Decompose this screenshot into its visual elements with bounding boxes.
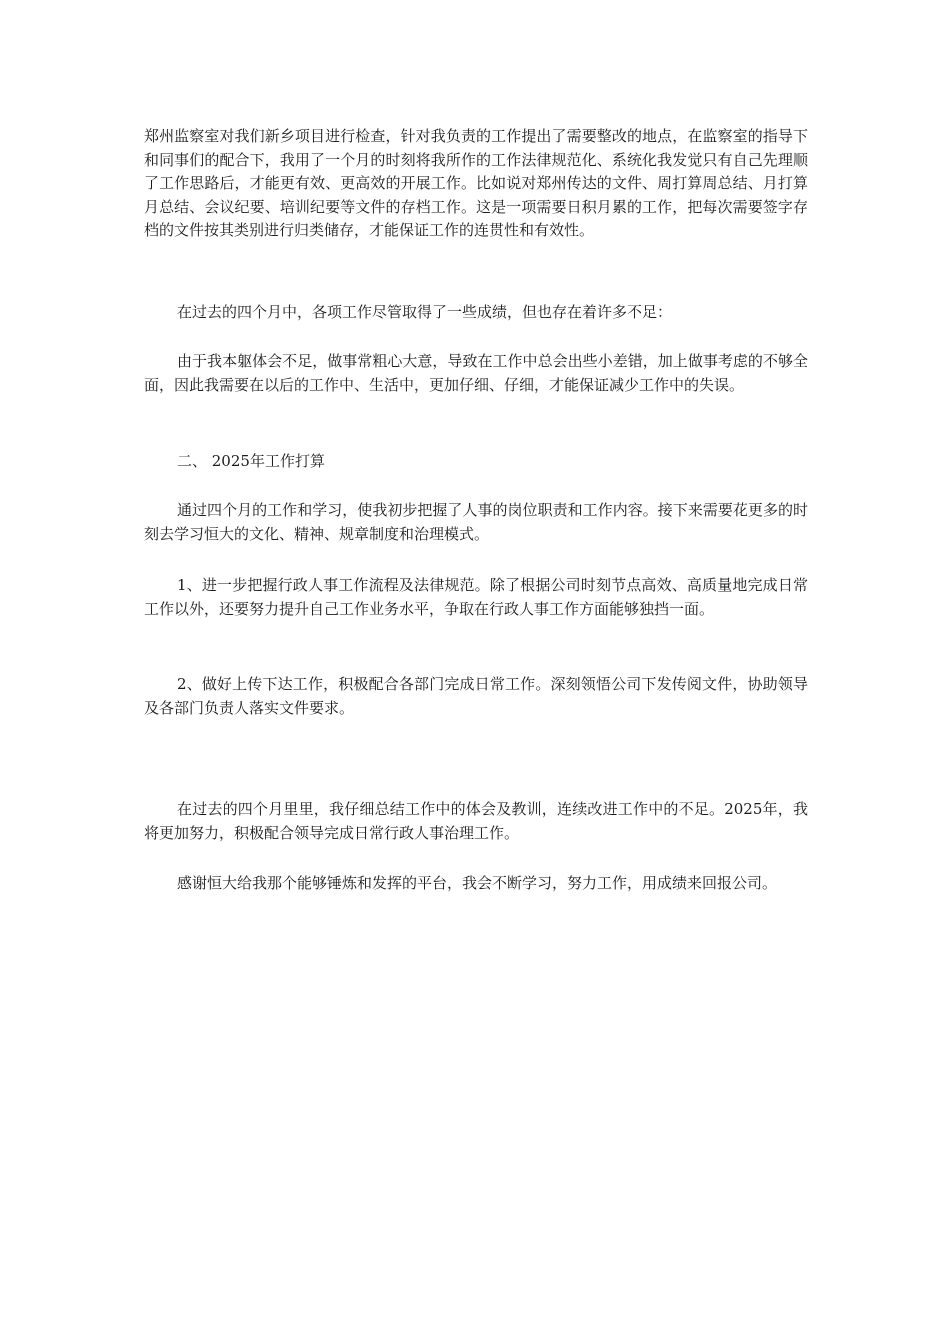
paragraph-plan-item-1: 1、进一步把握行政人事工作流程及法律规范。除了根据公司时刻节点高效、高质量地完成日常工作以外，还要努力提升自己工作业务水平，争取在行政人事工作方面能够独挡一面。	[144, 576, 808, 618]
paragraph-summary: 在过去的四个月里里，我仔细总结工作中的体会及教训，连续改进工作中的不足。2025年，我将更加努力，积极配合领导完成日常行政人事治理工作。	[144, 800, 808, 842]
paragraph-plan-item-2: 2、做好上传下达工作，积极配合各部门完成日常工作。深刻领悟公司下发传阅文件，协助领导及各部门负责人落实文件要求。	[144, 675, 808, 717]
paragraph-inspection-review: 郑州监察室对我们新乡项目进行检查，针对我负责的工作提出了需要整改的地点，在监察室的指导下和同事们的配合下，我用了一个月的时刻将我所作的工作法律规范化、系统化我发觉只有自己先理顺了工作思路后，才能更有效、更高效的开展工作。比如说对郑州传达的文件、周打算周总结、月打算月总结、会议纪要、培训纪要等文件的存档工作。这是一项需要日积月累的工作，把每次需要签字存档的文件按其类别进行归类储存，才能保证工作的连贯性和有效性。	[144, 127, 808, 239]
paragraph-thanks: 感谢恒大给我那个能够锤炼和发挥的平台，我会不断学习，努力工作，用成绩来回报公司。	[177, 874, 778, 892]
paragraph-shortcomings-intro: 在过去的四个月中，各项工作尽管取得了一些成绩，但也存在着许多不足：	[177, 303, 673, 321]
section-heading-work-plan: 二、 2025年工作打算	[177, 452, 325, 470]
paragraph-learning-plan: 通过四个月的工作和学习，使我初步把握了人事的岗位职责和工作内容。接下来需要花更多的时刻去学习恒大的文化、精神、规章制度和治理模式。	[144, 501, 808, 543]
paragraph-personal-shortcomings: 由于我本躯体会不足，做事常粗心大意，导致在工作中总会出些小差错，加上做事考虑的不够全面，因此我需要在以后的工作中、生活中，更加仔细、仔细，才能保证减少工作中的失误。	[144, 352, 808, 394]
